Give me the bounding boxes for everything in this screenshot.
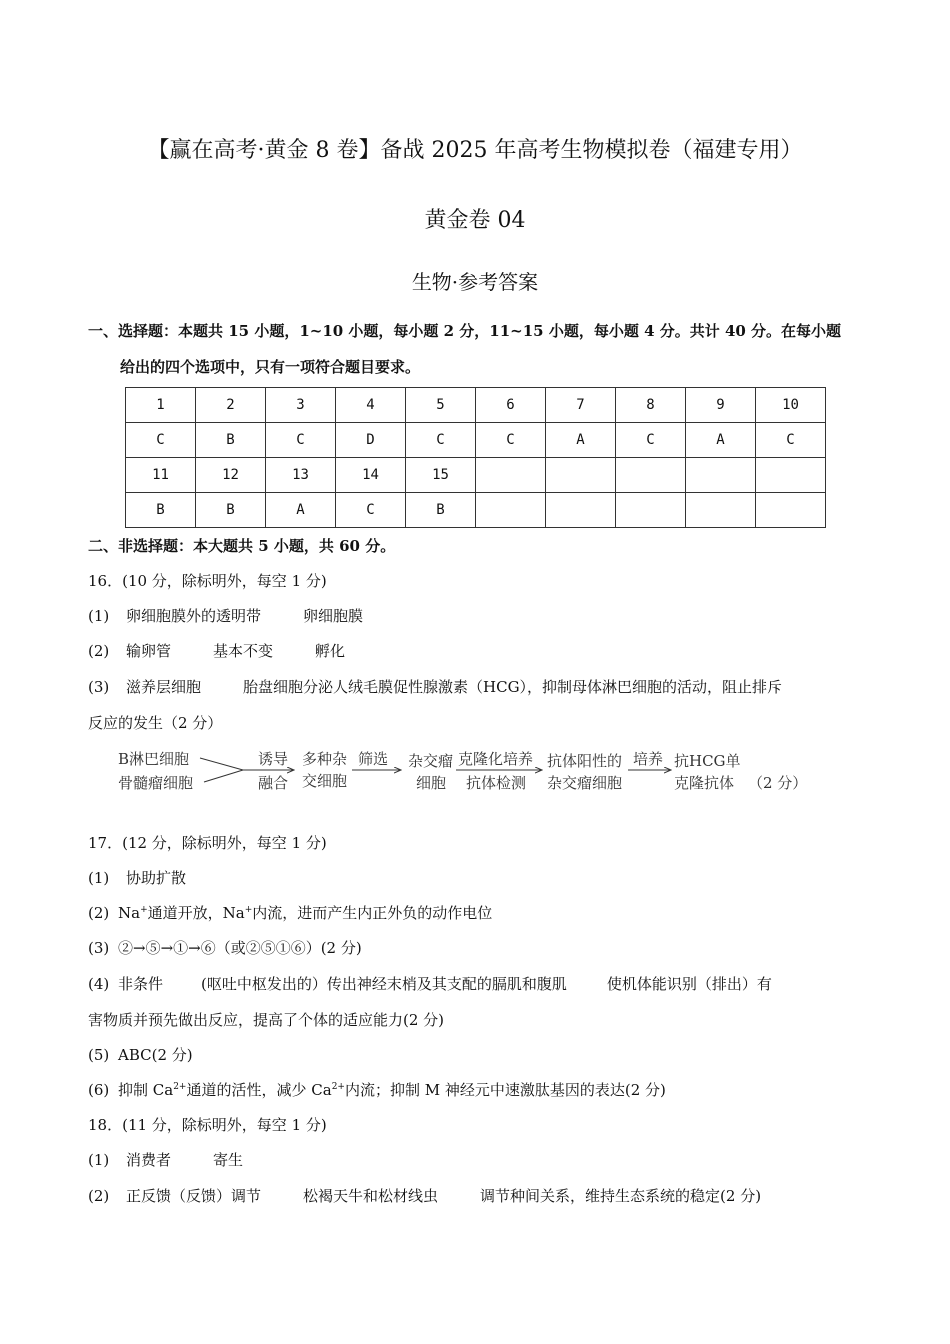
table-cell	[756, 493, 826, 528]
q17-answer-3	[88, 937, 362, 958]
answer-text: (呕吐中枢发出的）传出神经末梢及其支配的膈肌和腹肌	[201, 975, 567, 993]
table-cell: B	[126, 493, 196, 528]
table-row	[126, 458, 826, 493]
q16-answer-3	[88, 676, 782, 697]
answer-text: 协助扩散	[126, 869, 187, 887]
answer-text: 消费者	[126, 1151, 172, 1169]
answer-number: (1)	[88, 607, 110, 625]
q18-answer-1	[88, 1149, 243, 1170]
table-cell: 5	[406, 388, 476, 423]
answer-text: 正反馈（反馈）调节	[126, 1187, 262, 1205]
positive-hybridoma-label-cont: 杂交瘤细胞	[547, 774, 623, 792]
table-cell: C	[126, 423, 196, 458]
answer-subtitle: 生物·参考答案	[411, 270, 539, 294]
table-cell	[616, 458, 686, 493]
answer-number: (2)	[88, 904, 110, 922]
table-cell: C	[336, 493, 406, 528]
hybridoma-label-cont: 细胞	[416, 774, 447, 792]
answer-text: 通道的活性，减少 Ca	[186, 1081, 332, 1099]
table-cell	[686, 458, 756, 493]
q17-answer-5	[88, 1044, 193, 1065]
answer-text: 卵细胞膜	[303, 607, 364, 625]
q17-answer-6	[88, 1079, 666, 1100]
table-cell: 4	[336, 388, 406, 423]
answer-number: (2)	[88, 1187, 110, 1205]
answer-text: 内流；抑制 M 神经元中速激肽基因的表达(2 分)	[344, 1081, 666, 1099]
table-cell	[686, 493, 756, 528]
table-cell: C	[406, 423, 476, 458]
superscript: +	[140, 905, 148, 915]
table-cell: 10	[756, 388, 826, 423]
screen-label: 筛选	[358, 750, 389, 768]
multi-hybrid-label: 多种杂	[302, 750, 348, 768]
table-cell: 1	[126, 388, 196, 423]
table-cell: 14	[336, 458, 406, 493]
q16-answer-3-cont: 反应的发生（2 分）	[88, 714, 223, 732]
answer-text: 非条件	[118, 975, 164, 993]
table-cell: A	[546, 423, 616, 458]
answer-text: ②→⑤→①→⑥（或②⑤①⑥）(2 分)	[118, 939, 362, 957]
table-cell: 15	[406, 458, 476, 493]
answer-number: (2)	[88, 642, 110, 660]
induce-label: 诱导	[258, 750, 289, 768]
mab-label: 抗HCG单	[674, 752, 741, 770]
table-cell: A	[686, 423, 756, 458]
table-cell: 6	[476, 388, 546, 423]
culture-label: 培养	[633, 750, 664, 768]
table-cell: 12	[196, 458, 266, 493]
answer-table	[125, 387, 826, 528]
table-cell: C	[616, 423, 686, 458]
q17-answer-4	[88, 973, 772, 994]
answer-number: (6)	[88, 1081, 110, 1099]
q17-answer-4-cont: 害物质并预先做出反应，提高了个体的适应能力(2 分)	[88, 1011, 445, 1029]
table-cell	[756, 458, 826, 493]
table-cell: 2	[196, 388, 266, 423]
answer-text: 抑制 Ca	[118, 1081, 174, 1099]
answer-text: 调节种间关系，维持生态系统的稳定(2 分)	[480, 1187, 762, 1205]
table-cell: B	[196, 423, 266, 458]
q16-header: 16．(10 分，除标明外，每空 1 分)	[88, 572, 327, 590]
answer-text: 内流，进而产生内正外负的动作电位	[252, 904, 493, 922]
answer-text: 输卵管	[126, 642, 172, 660]
section1-heading: 一、选择题：本题共 15 小题，1~10 小题，每小题 2 分，11~15 小题，每小题 4 分。共计 40 分。在每小题	[88, 322, 842, 340]
fuse-label: 融合	[258, 774, 289, 792]
table-cell	[476, 493, 546, 528]
document-title: 【赢在高考·黄金 8 卷】备战 2025 年高考生物模拟卷（福建专用）	[147, 138, 803, 163]
answer-text: Na	[118, 904, 141, 922]
q16-answer-2	[88, 640, 345, 661]
volume-title: 黄金卷 04	[424, 208, 526, 233]
table-row	[126, 423, 826, 458]
answer-text: 胎盘细胞分泌人绒毛膜促性腺激素（HCG），抑制母体淋巴细胞的活动，阻止排斥	[243, 678, 783, 696]
flow-score: （2 分）	[748, 774, 808, 792]
q17-answer-2	[88, 902, 492, 923]
table-cell	[476, 458, 546, 493]
section1-heading-cont: 给出的四个选项中，只有一项符合题目要求。	[120, 358, 421, 376]
table-cell: B	[196, 493, 266, 528]
answer-text: 使机体能识别（排出）有	[606, 975, 772, 993]
myeloma-label: 骨髓瘤细胞	[118, 774, 194, 792]
q18-answer-2	[88, 1185, 761, 1206]
answer-text: 通道开放，Na	[147, 904, 245, 922]
answer-text: ABC(2 分)	[118, 1046, 193, 1064]
table-cell: D	[336, 423, 406, 458]
answer-number: (5)	[88, 1046, 110, 1064]
table-row	[126, 493, 826, 528]
superscript: 2+	[331, 1082, 345, 1092]
merge-line-bottom	[204, 770, 243, 782]
table-cell: 13	[266, 458, 336, 493]
mab-label-cont: 克隆抗体	[674, 774, 735, 792]
answer-number: (3)	[88, 678, 110, 696]
table-cell: 9	[686, 388, 756, 423]
answer-text: 滋养层细胞	[126, 678, 202, 696]
merge-line-top	[200, 758, 243, 770]
q17-header: 17．(12 分，除标明外，每空 1 分)	[88, 834, 327, 852]
answer-number: (4)	[88, 975, 110, 993]
section2-heading: 二、非选择题：本大题共 5 小题，共 60 分。	[88, 537, 396, 555]
table-cell	[546, 493, 616, 528]
table-cell: B	[406, 493, 476, 528]
table-cell: C	[266, 423, 336, 458]
superscript: +	[244, 905, 253, 915]
q16-answer-1	[88, 605, 363, 626]
multi-hybrid-label-cont: 交细胞	[302, 772, 348, 790]
table-cell: C	[756, 423, 826, 458]
hybridoma-label: 杂交瘤	[408, 752, 454, 770]
answer-number: (1)	[88, 869, 110, 887]
table-cell: 3	[266, 388, 336, 423]
answer-text: 寄生	[213, 1151, 244, 1169]
answer-number: (3)	[88, 939, 110, 957]
table-cell: 8	[616, 388, 686, 423]
table-cell: 7	[546, 388, 616, 423]
table-cell: C	[476, 423, 546, 458]
answer-text: 基本不变	[213, 642, 274, 660]
table-cell	[616, 493, 686, 528]
q18-header: 18．(11 分，除标明外，每空 1 分)	[88, 1116, 327, 1134]
answer-text: 孵化	[315, 642, 346, 660]
answer-text: 松褐天牛和松材线虫	[303, 1187, 439, 1205]
superscript: 2+	[173, 1082, 187, 1092]
answer-text: 卵细胞膜外的透明带	[126, 607, 262, 625]
q17-answer-1	[88, 867, 186, 888]
positive-hybridoma-label: 抗体阳性的	[547, 752, 623, 770]
answer-number: (1)	[88, 1151, 110, 1169]
antibody-flow-diagram	[118, 748, 818, 796]
table-cell	[546, 458, 616, 493]
table-cell: 11	[126, 458, 196, 493]
b-cell-label: B淋巴细胞	[118, 750, 190, 768]
table-cell: A	[266, 493, 336, 528]
antibody-detect-label: 抗体检测	[466, 774, 527, 792]
clone-culture-label: 克隆化培养	[458, 750, 534, 768]
table-row	[126, 388, 826, 423]
